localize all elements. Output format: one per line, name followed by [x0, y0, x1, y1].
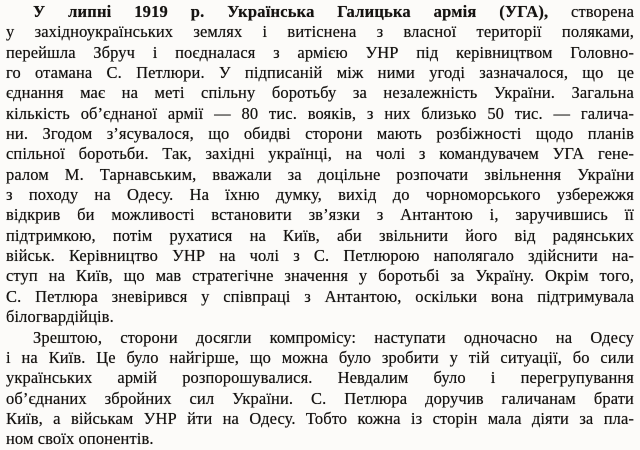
text-line: го отамана С. Петлюри. У підписаній між ними угоді зазначалося, що це [6, 63, 634, 83]
text-line: У липні 1919 р. Українська Галицька армія (УГА), створена [33, 2, 634, 21]
text-line: білогвардійців. [6, 307, 114, 327]
text-line: ни. Згодом з’ясувалося, що обидві сторони мають розбіжності щодо планів [6, 124, 634, 144]
text-line: відкрив би можливості встановити зв’язки з Антантою і, заручившись її [6, 205, 634, 225]
paragraph [6, 2, 634, 328]
text-line: і на Київ. Це було найгірше, що можна було зробити у тій ситуації, бо сили [6, 347, 634, 367]
text-line: з походу на Одесу. На їхню думку, вихід до чорноморського узбережжя [6, 185, 634, 205]
text-line: Зрештою, сторони досягли компромісу: наступати одночасно на Одесу [33, 327, 634, 347]
text-line: кількість об’єднаної армії — 80 тис. вояків, з них близько 50 тис. — галича- [6, 103, 634, 123]
text-line: С. Петлюра зневірився у співпраці з Антантою, оскільки вона підтримувала [6, 286, 634, 306]
text-line: єднання має на меті спільну боротьбу за незалежність України. Загальна [6, 83, 634, 103]
text-line: перейшла Збруч і поєдналася з армією УНР під керівництвом Головно- [6, 42, 634, 62]
text-line: у західноукраїнських землях і витіснена з власної території поляками, [6, 22, 634, 42]
text-line: Київ, а військам УНР йти на Одесу. Тобто кожна із сторін мала діяти за пла- [6, 408, 634, 428]
text-line: спільної боротьби. Так, західні українці, на чолі з командувачем УГА гене- [6, 144, 634, 164]
bold-lead-text: У липні 1919 р. Українська Галицька армія (УГА), [33, 2, 549, 21]
text-line: ступ на Київ, що мав стратегічне значення у боротьбі за Україну. Окрім того, [6, 266, 634, 286]
paragraph [6, 328, 634, 450]
text-line: ном своїх опонентів. [6, 429, 154, 449]
text-line: українських армій розпорошувалися. Невдалим було і перегрупування [6, 368, 634, 388]
text-line: підтримкою, потім рухатися на Київ, аби звільнити його від радянських [6, 225, 634, 245]
text-line: об’єднаних збройних сил України. С. Петлюра доручив галичанам брати [6, 388, 634, 408]
text-line: військ. Керівництво УНР на чолі з С. Петлюрою наполягало здійснити на- [6, 246, 634, 266]
text-line: ралом М. Тарнавським, вважали за доцільне розпочати звільнення України [6, 164, 634, 184]
